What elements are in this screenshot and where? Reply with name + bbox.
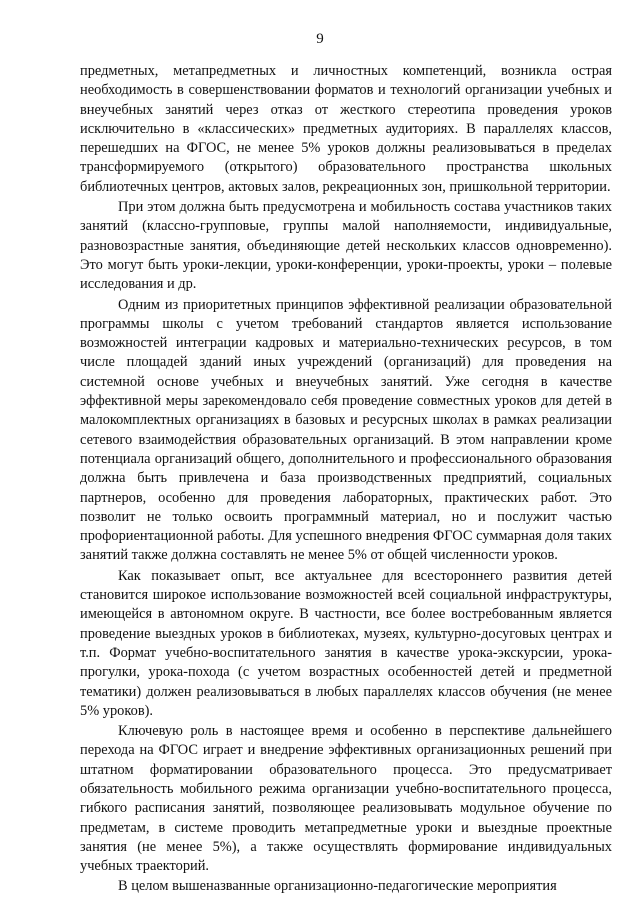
paragraph-4: Как показывает опыт, все актуальнее для всестороннего развития детей становится широкое использование возможностей всей социальной инфраструктуры, имеющейся в автономном округе. В частности, все более востребованным является проведение выездных уроков в библиотеках, музеях, культурно-досуговых центрах и т.п. Формат учебно-воспитательного занятия в качестве урока-экскурсии, урока-прогулки, урока-похода (с учетом возрастных особенностей детей и предметной тематики) должен реализовываться в любых параллелях классов обучения (не менее 5% уроков). [80, 567, 612, 719]
paragraph-1: предметных, метапредметных и личностных компетенций, возникла острая необходимость в совершенствовании форматов и технологий организации учебных и внеучебных занятий через отказ от жесткого стереотипа проведения уроков исключительно в «классических» предметных аудиториях. В параллелях классов, перешедших на ФГОС, не менее 5% уроков должны реализовываться в пределах трансформируемого (открытого) образовательного пространства школьных библиотечных центров, актовых залов, рекреационных зон, пришкольной территории. [80, 63, 612, 195]
paragraph-5: Ключевую роль в настоящее время и особенно в перспективе дальнейшего перехода на ФГОС играет и внедрение эффективных организационных решений при штатном форматировании образовательного процесса. Это предусматривает обязательность мобильного режима организации учебно-воспитательного процесса, гибкого расписания занятий, позволяющее реализовывать модульное обучение по предметам, в системе проводить метапредметные уроки и выездные проектные занятия (не менее 5%), а также осуществлять формирование индивидуальных учебных траекторий. [80, 723, 612, 875]
paragraph-6: В целом вышеназванные организационно-педагогические мероприятия [118, 878, 557, 895]
page-number: 9 [316, 31, 324, 47]
document-body [80, 62, 612, 897]
paragraph-2: При этом должна быть предусмотрена и мобильность состава участников таких занятий (классно-групповые, группы малой наполняемости, индивидуальные, разновозрастные занятия, объединяющие детей нескольких классов одновременно). Это могут быть уроки-лекции, уроки-конференции, уроки-проекты, уроки – полевые исследования и др. [80, 199, 612, 293]
paragraph-3: Одним из приоритетных принципов эффективной реализации образовательной программы школы с учетом требований стандартов является использование возможностей интеграции кадровых и материально-технических ресурсов, в том числе площадей зданий иных учреждений (организаций) для проведения на системной основе учебных и внеучебных занятий. Уже сегодня в качестве эффективной меры зарекомендовало себя проведение совместных уроков для детей в малокомплектных организациях в базовых и ресурсных школах в рамках реализации сетевого взаимодействия образовательных организаций. В этом направлении кроме потенциала организаций общего, дополнительного и профессионального образования должна быть привлечена и база производственных предприятий, социальных партнеров, особенно для проведения лабораторных, практических работ. Это позволит не только освоить программный материал, но и послужит частью профориентационной работы. Для успешного внедрения ФГОС суммарная доля таких занятий также должна составлять не менее 5% от общей численности уроков. [80, 296, 612, 564]
